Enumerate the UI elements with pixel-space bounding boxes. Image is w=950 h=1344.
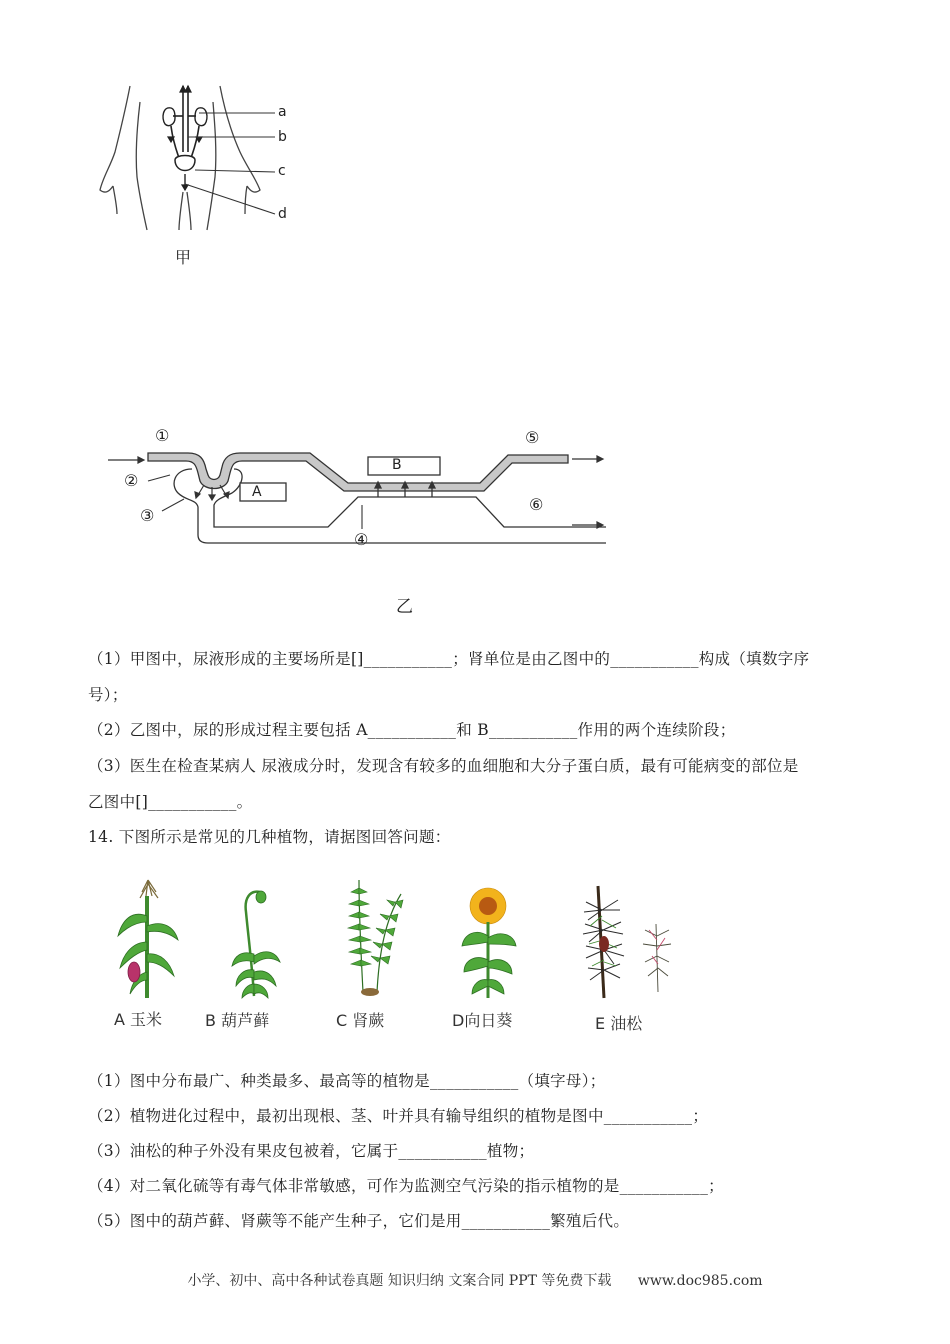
fern-plant-illustration [345,874,410,1000]
figure-jia-urinary-system [95,82,305,232]
moss-plant-illustration [228,884,284,1002]
figure-yi-num-1: ① [155,426,170,445]
q14-title: 14. 下图所示是常见的几种植物，请据图回答问题： [88,828,451,846]
footer-text: 小学、初中、高中各种试卷真题 知识归纳 文案合同 PPT 等免费下载 [187,1273,612,1289]
figure-jia-label-a: a [278,104,287,120]
plant-label-e: E 油松 [595,1014,643,1033]
figure-yi-num-4: ④ [354,530,369,549]
q14-part2: （2）植物进化过程中，最初出现根、茎、叶并具有输导组织的植物是图中___________； [88,1107,709,1125]
q13-part3-line2: 乙图中[]___________。 [88,793,253,811]
q14-part1: （1）图中分布最广、种类最多、最高等的植物是___________（填字母）； [88,1072,606,1090]
figure-yi-box-b-label: B [392,457,402,473]
plant-label-d: D向日葵 [452,1011,513,1030]
q14-part4: （4）对二氧化硫等有毒气体非常敏感，可作为监测空气污染的指示植物的是___________； [88,1177,724,1195]
q13-part3-line1: （3）医生在检查某病人 尿液成分时，发现含有较多的血细胞和大分子蛋白质，最有可能病变的部位是 [88,757,799,775]
q13-part1-line2: 号）； [88,686,128,704]
page-footer [0,1270,950,1290]
pine-plant-illustration [576,880,676,1004]
q14-part5: （5）图中的葫芦藓、肾蕨等不能产生种子，它们是用___________繁殖后代。 [88,1212,630,1230]
figure-yi-num-2: ② [124,471,139,490]
figure-yi-num-3: ③ [140,506,155,525]
plant-label-b: B 葫芦藓 [205,1011,270,1030]
corn-plant-illustration [112,876,182,1001]
q14-part3: （3）油松的种子外没有果皮包被着，它属于___________植物； [88,1142,535,1160]
q13-part1-line1: （1）甲图中，尿液形成的主要场所是[]___________；肾单位是由乙图中的___________构成（填数字序 [88,650,810,668]
figure-jia-label-c: c [278,163,286,179]
sunflower-plant-illustration [458,884,520,1000]
footer-url-link[interactable]: www.doc985.com [637,1273,763,1289]
figure-yi-num-5: ⑤ [525,428,540,447]
figure-yi-caption: 乙 [396,597,413,617]
figure-yi-box-a-label: A [252,484,262,500]
plant-label-a: A 玉米 [114,1010,163,1029]
figure-jia-label-d: d [278,206,287,222]
figure-jia-label-b: b [278,129,287,145]
figure-jia-caption: 甲 [175,248,192,267]
q13-part2: （2）乙图中，尿的形成过程主要包括 A___________和 B___________作用的两个连续阶段； [88,721,736,739]
figure-yi-num-6: ⑥ [529,495,544,514]
plant-label-c: C 肾蕨 [336,1011,385,1030]
